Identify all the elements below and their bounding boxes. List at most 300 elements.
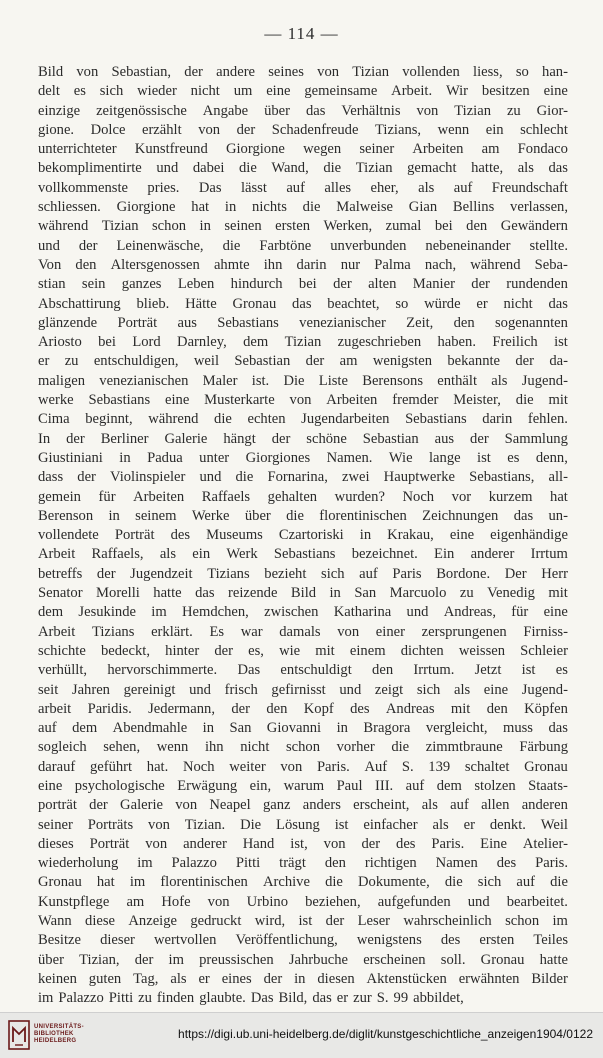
word: ganzes [121, 276, 162, 293]
text-line [38, 295, 568, 314]
word: sogenannten [495, 314, 568, 331]
word: er [38, 353, 50, 370]
word: zersprungenen [421, 623, 507, 640]
text-line [38, 912, 568, 931]
word: Abendmahle [112, 720, 188, 737]
word: Hand [242, 835, 275, 852]
text-line [38, 468, 568, 487]
word: die [302, 199, 321, 216]
word: Tizian [284, 334, 322, 351]
word: Gior- [536, 102, 568, 119]
word: sein [81, 276, 106, 293]
word: mit [450, 700, 471, 717]
word: Porträts [87, 816, 134, 833]
word: entschuldigen, [93, 353, 179, 370]
word: in [108, 507, 120, 524]
word: schon [285, 739, 321, 756]
source-url-link[interactable]: https://digi.ub.uni-heidelberg.de/diglit/kunstgeschichtliche_anzeigen1904/0122 [178, 1027, 593, 1041]
word: Freilich [492, 334, 538, 351]
word: ist [298, 913, 313, 930]
text-line [38, 140, 568, 159]
word: eine [266, 83, 291, 100]
word: Manier [412, 276, 455, 293]
word: Atelier- [522, 835, 568, 852]
word: Veröffentlichung, [235, 932, 338, 949]
text-line [38, 642, 568, 661]
word: in [329, 585, 341, 602]
word: es [73, 83, 86, 100]
word: Galerie [120, 797, 163, 814]
word: lässt [240, 179, 267, 196]
text-line [38, 275, 568, 294]
word: Giustiniani [38, 449, 103, 466]
word: Paris [392, 565, 422, 582]
word: Malweise [336, 199, 394, 216]
word: einzige [38, 102, 81, 119]
word: schichte [38, 642, 86, 659]
text-line [38, 391, 568, 410]
text-line [38, 970, 568, 989]
word: Paridis. [87, 700, 132, 717]
word: Sebastians [217, 314, 279, 331]
word: über [264, 102, 291, 119]
word: des [496, 855, 517, 872]
text-line [38, 565, 568, 584]
word: unterrichteter [38, 141, 117, 158]
word: von [76, 64, 99, 80]
word: Das [250, 990, 274, 1007]
word: Giovanni [266, 720, 322, 737]
word: wieder [137, 83, 177, 100]
word: der [263, 970, 283, 987]
word: Giorgiones [245, 449, 311, 466]
word: bekomplimentirte [38, 160, 142, 177]
word: Tizians [207, 565, 250, 582]
word: Lösung [276, 816, 320, 833]
word: im [137, 855, 153, 872]
text-line [38, 777, 568, 796]
library-name-line: HEIDELBERG [34, 1038, 77, 1044]
word: besitzen [481, 83, 530, 100]
word: die [235, 469, 254, 486]
word: warum [283, 777, 325, 794]
word: Wir [445, 83, 469, 100]
word: der [361, 835, 381, 852]
word: Besitze [38, 932, 81, 949]
word: Werke [191, 507, 230, 524]
text-line [38, 700, 568, 719]
word: San [354, 585, 377, 602]
word: eine [38, 777, 63, 794]
word: Gronau [524, 758, 568, 775]
word: gedruckt [190, 913, 242, 930]
word: Berliner [100, 430, 149, 447]
word: S. [376, 990, 389, 1007]
word: echten [247, 411, 286, 428]
library-name-line: BIBLIOTHEK [34, 1031, 74, 1037]
word: Jugendarbeiten [301, 411, 390, 428]
word: Noch [182, 758, 215, 775]
word: der [77, 469, 96, 486]
word: Altersgenossen [110, 256, 200, 273]
word: von [317, 64, 340, 80]
word: erwähnten [458, 970, 520, 987]
word: III. [374, 777, 394, 794]
word: denkt. [489, 816, 526, 833]
word: Kopf [303, 700, 334, 717]
text-line [38, 488, 568, 507]
word: Bellins [452, 199, 495, 216]
word: wegen [303, 141, 342, 158]
word: Porträt [117, 314, 158, 331]
word: Arbeiten [133, 488, 185, 505]
text-line [38, 121, 568, 140]
word: nicht [240, 739, 270, 756]
word: Jetzt [474, 662, 502, 679]
word: Abschattirung [38, 295, 121, 312]
word: verhüllt, [38, 662, 88, 679]
word: eine [483, 681, 509, 698]
word: hängt [223, 430, 256, 447]
word: geführt [89, 758, 133, 775]
word: in [199, 218, 211, 235]
word: sogleich [38, 739, 87, 756]
word: Noch [402, 488, 435, 505]
word: für [511, 604, 529, 621]
word: ihn [204, 739, 224, 756]
text-line [38, 314, 568, 333]
word: alles [324, 179, 352, 196]
word: Fornarina, [267, 469, 328, 486]
word: Czartoriski [278, 527, 344, 544]
word: Werk [226, 546, 258, 563]
word: ist. [251, 372, 270, 389]
word: mit [548, 392, 568, 409]
word: bedeckt, [100, 642, 150, 659]
word: weissen [458, 642, 506, 659]
word: des [396, 835, 416, 852]
word: dem [436, 777, 462, 794]
word: nichts [252, 199, 287, 216]
word: haben. [437, 334, 476, 351]
word: verlassen, [510, 199, 568, 216]
word: gemeinsame [304, 83, 378, 100]
word: wurden? [334, 488, 385, 505]
word: Dolce [90, 121, 126, 138]
word: Aktenstücken [366, 970, 447, 987]
word: den [453, 314, 475, 331]
word: von [198, 121, 221, 138]
word: gereinigt [123, 681, 176, 698]
word: seiner [38, 816, 73, 833]
word: schöne [306, 430, 347, 447]
word: Jugend- [521, 372, 568, 389]
word: Musterkarte [204, 392, 275, 409]
word: der [325, 913, 345, 930]
word: hat [96, 874, 115, 891]
text-line [38, 198, 568, 217]
word: als [170, 970, 187, 987]
word: das [312, 990, 332, 1007]
word: die [286, 507, 304, 524]
word: Gronau [480, 951, 525, 968]
word: erklärt. [151, 623, 193, 640]
word: nur [340, 256, 361, 273]
word: Jesukinde [78, 604, 136, 621]
word: Sammlung [504, 430, 568, 447]
word: dem [243, 334, 269, 351]
word: Die [283, 372, 305, 389]
word: enthält [437, 372, 477, 389]
word: ersten [479, 932, 515, 949]
word: kurzem [488, 488, 533, 505]
word: entschuldigt [280, 662, 352, 679]
word: Hauptwerke [383, 469, 455, 486]
word: Eine [480, 835, 507, 852]
word: von [289, 392, 312, 409]
word: Herr [541, 565, 568, 582]
word: trägt [279, 855, 306, 872]
word: Arbeiten [412, 141, 464, 158]
word: dichten [400, 642, 444, 659]
word: Bild, [278, 990, 308, 1007]
word: Kunstfreund [134, 141, 208, 158]
word: un- [548, 507, 568, 524]
word: zwischen [264, 604, 319, 621]
word: schon [151, 218, 187, 235]
word: Meister, [453, 392, 501, 409]
word: als [517, 160, 534, 177]
word: muss [502, 720, 533, 737]
word: war [240, 623, 263, 640]
word: Morelli [96, 585, 140, 602]
word: venezianischen [99, 372, 189, 389]
word: Bild [38, 64, 64, 80]
word: eher, [370, 179, 399, 196]
word: Namen. [326, 449, 373, 466]
word: und [189, 681, 211, 698]
word: diese [85, 913, 116, 930]
word: all- [548, 469, 568, 486]
word: Arbeit [38, 623, 76, 640]
word: Angabe [202, 102, 249, 119]
text-line [38, 719, 568, 738]
word: von [148, 816, 170, 833]
word: Tizian, [79, 951, 120, 968]
word: glänzende [38, 314, 98, 331]
word: von [145, 835, 168, 852]
word: Marcuolo [389, 585, 447, 602]
word: den [372, 662, 394, 679]
word: Auf [364, 758, 388, 775]
word: beziehen, [305, 893, 361, 910]
word: eine [543, 83, 568, 100]
word: sich [416, 681, 441, 698]
word: Porträt [89, 835, 130, 852]
word: eine [543, 604, 568, 621]
word: Senator [38, 585, 83, 602]
word: zimmtbraune [425, 739, 503, 756]
word: er [336, 990, 349, 1007]
word: Giorgione [225, 141, 285, 158]
word: zu [506, 102, 521, 119]
word: Bilder [531, 970, 568, 987]
word: erscheinen [363, 951, 426, 968]
word: Darnley, [177, 334, 227, 351]
word: des [440, 932, 461, 949]
text-line [38, 623, 568, 642]
word: und [156, 160, 179, 177]
text-line [38, 507, 568, 526]
word: bezieht [264, 565, 307, 582]
library-name-line: UNIVERSITÄTS- [34, 1024, 84, 1030]
text-line [38, 179, 568, 198]
word: Wann [38, 913, 72, 930]
word: unter [199, 449, 230, 466]
word: Kunstpflege [38, 893, 110, 910]
word: als [491, 372, 508, 389]
word: delt [38, 83, 60, 100]
word: Palazzo [171, 855, 217, 872]
text-line [38, 372, 568, 391]
word: er [198, 970, 210, 987]
word: psychologische [74, 777, 165, 794]
word: lange [428, 449, 461, 466]
word: der [271, 430, 291, 447]
word: von [175, 797, 198, 814]
word: dass [38, 469, 64, 486]
word: Neapel [209, 797, 251, 814]
word: vollkommenste [38, 179, 128, 196]
word: Es [209, 623, 225, 640]
word: 139 [428, 758, 451, 775]
word: er [476, 295, 488, 312]
word: das [548, 160, 568, 177]
word: hervorschimmerte. [107, 662, 218, 679]
word: Tizian [352, 64, 390, 80]
word: Von [38, 256, 62, 273]
word: darin [482, 411, 513, 428]
word: darauf [38, 758, 76, 775]
word: denn, [535, 449, 568, 466]
word: stellte. [529, 237, 568, 254]
word: abbildet, [413, 990, 464, 1007]
word: die [214, 411, 232, 428]
word: in [336, 720, 348, 737]
word: als [418, 179, 435, 196]
word: Hofe [161, 893, 191, 910]
text-line [38, 989, 568, 1008]
word: auf [38, 720, 57, 737]
word: so [515, 64, 529, 80]
word: seit [38, 681, 59, 698]
word: sehen, [103, 739, 141, 756]
word: seiner [359, 141, 395, 158]
text-line [38, 102, 568, 121]
word: der [184, 64, 203, 80]
word: aus [434, 430, 455, 447]
word: Jugendzeit [130, 565, 193, 582]
word: Lord [132, 334, 161, 351]
word: Maler [202, 372, 238, 389]
word: bei [434, 218, 453, 235]
word: von [416, 102, 439, 119]
word: guten [88, 970, 122, 987]
word: schlecht [520, 121, 568, 138]
word: richtigen [364, 855, 417, 872]
word: den [75, 256, 97, 273]
word: den [486, 700, 508, 717]
word: Tizian. [184, 816, 226, 833]
word: Firniss- [523, 623, 568, 640]
word: der [236, 121, 256, 138]
text-line [38, 159, 568, 178]
word: stian [38, 276, 66, 293]
word: Liste [318, 372, 348, 389]
word: gemein [38, 488, 81, 505]
word: dieser [100, 932, 135, 949]
word: fremder [392, 392, 439, 409]
word: der [471, 276, 490, 293]
word: wenigsten [372, 353, 432, 370]
word: Jugend- [521, 681, 568, 698]
word: Palazzo [58, 990, 104, 1007]
word: es, [248, 642, 264, 659]
word: hatte [539, 951, 568, 968]
word: wertvollen [154, 932, 217, 949]
word: Urbino [246, 893, 288, 910]
word: Padua [147, 449, 183, 466]
word: in [294, 970, 306, 987]
word: von [337, 623, 360, 640]
word: wenn [156, 739, 189, 756]
word: Irrtum. [413, 662, 455, 679]
word: am [481, 141, 500, 158]
word: hat [191, 199, 210, 216]
word: gione. [38, 121, 75, 138]
word: Anzeige [128, 913, 177, 930]
word: han- [542, 64, 568, 80]
word: ein, [249, 777, 272, 794]
word: Violinspieler [110, 469, 186, 486]
word: wenn [437, 121, 470, 138]
word: in [202, 720, 215, 737]
text-line [38, 410, 568, 429]
word: Tizians [91, 623, 135, 640]
word: ein [485, 121, 504, 138]
text-line [38, 681, 568, 700]
word: seines [268, 64, 304, 80]
word: gemacht [407, 160, 457, 177]
word: Paris. [316, 758, 350, 775]
word: bearbeitet. [506, 893, 568, 910]
word: als [159, 546, 177, 563]
word: Jedermann, [148, 700, 215, 717]
word: von [207, 893, 230, 910]
word: Verhältnis [341, 102, 401, 119]
word: stolzen [474, 777, 516, 794]
word: Cima [38, 411, 70, 428]
word: Hätte [185, 295, 217, 312]
word: allen [481, 797, 510, 814]
word: Sebastians, [469, 469, 535, 486]
text-line [38, 63, 568, 82]
word: fehlen. [527, 411, 568, 428]
word: die [444, 874, 463, 891]
word: weiter [229, 758, 266, 775]
word: Galerie [164, 430, 208, 447]
word: schon [505, 913, 540, 930]
